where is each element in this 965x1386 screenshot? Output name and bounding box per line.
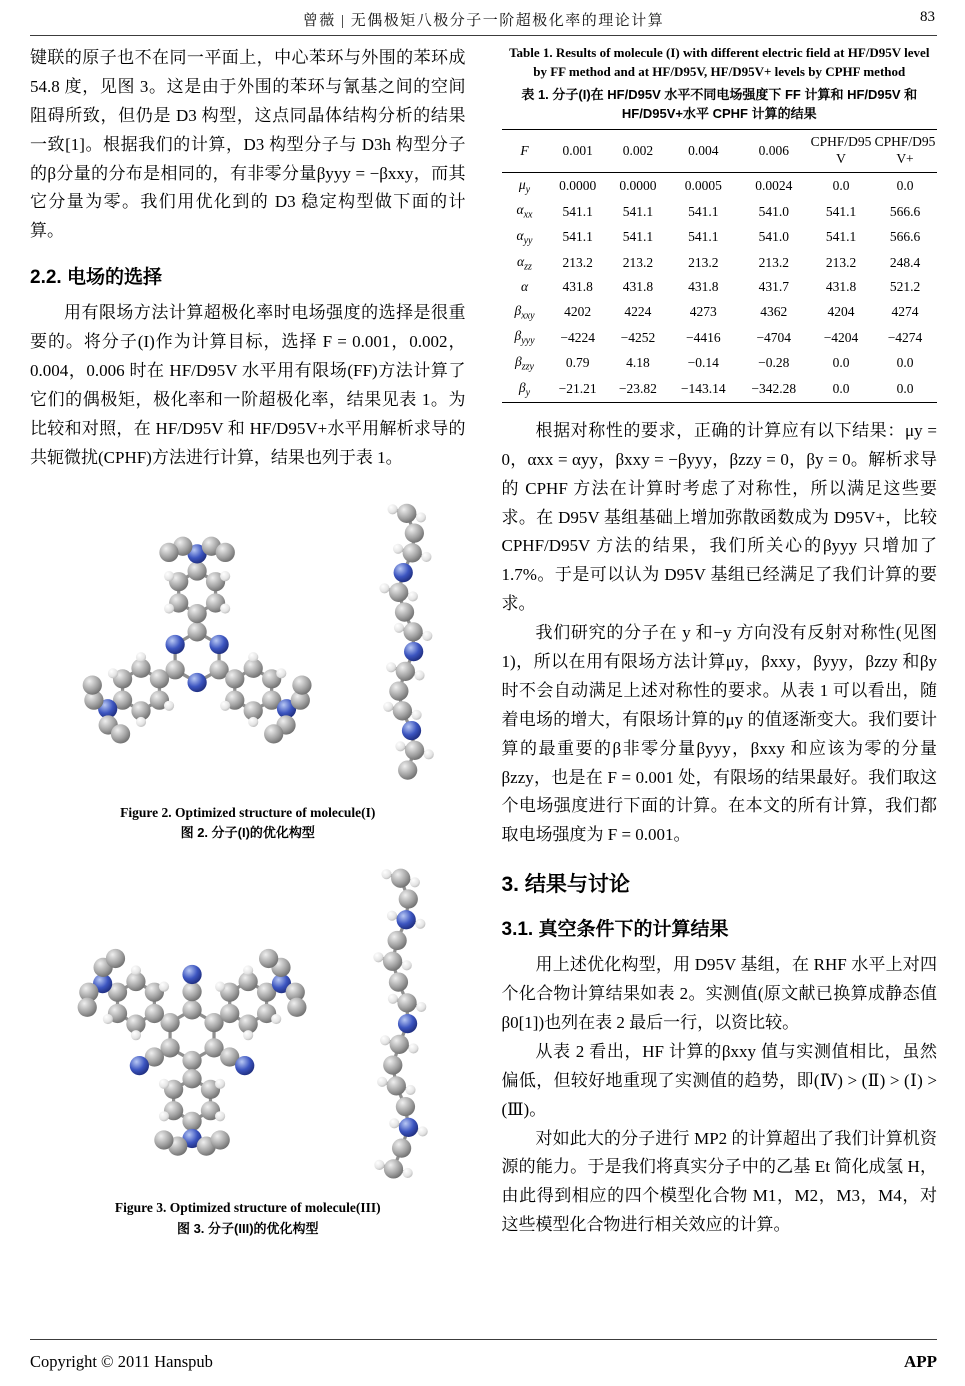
table-1-cell: −4252 <box>620 329 656 345</box>
table-1-column-header: 0.004 <box>668 130 738 173</box>
table-1-cell: −21.21 <box>558 380 597 396</box>
table-1-row <box>502 199 938 225</box>
table-1-column-header: CPHF/D95V+ <box>873 130 937 173</box>
table-1-row <box>502 325 938 351</box>
left-column <box>30 44 466 1322</box>
row-symbol: $\beta_y$ <box>518 379 531 399</box>
row-symbol: $\alpha_{yy}$ <box>516 228 533 247</box>
paragraph-trend: 从表 2 看出，HF 计算的βxxy 值与实测值相比，虽然偏低，但较好地重现了实测值的趋势，即(Ⅳ) > (Ⅱ) > (Ⅰ) > (Ⅲ)。 <box>501 1041 937 1119</box>
table-1 <box>502 129 938 403</box>
table-1-cell: −4416 <box>685 329 721 345</box>
row-symbol: $\mu_y$ <box>518 176 531 196</box>
copyright-text: Copyright © 2011 Hanspub <box>30 1352 213 1371</box>
table-1-row <box>502 299 938 325</box>
table-1-cell: 541.0 <box>758 229 789 245</box>
paragraph-field-choice: 我们研究的分子在 y 和−y 方向没有反射对称性(见图 1)，所以在用有限场方法计算μy，βxxy，βyyy，βzzy 和βy 时不会自动满足上述对称性的要求。从表 1 可以看出，随着电场的增大，有限场计算的μy 的值逐渐变大。我们要计算的最重要的β非零分量βyyy，βxxy 和应该为零的分量βzzy，也是在 F = 0.001 处，有限场的结果最好。我们取这个电场强度进行下面的计算。在本文的所有计算，我们都取电场强度为 F = 0.001。 <box>501 623 937 845</box>
table-1-cell: 4.18 <box>626 355 650 371</box>
table-1-cell: 541.1 <box>825 229 857 245</box>
table-1-cell: 521.2 <box>889 279 921 295</box>
table-1-cell: 541.1 <box>825 203 857 219</box>
table-1-cell: 0.0 <box>896 177 914 193</box>
table-1-cell: −4704 <box>756 329 792 345</box>
table-1-cell: 541.1 <box>622 229 654 245</box>
imprint-text: APP <box>903 1352 937 1371</box>
table-1-cell: 541.1 <box>688 203 719 219</box>
table-1-cell: 0.0 <box>832 177 850 193</box>
table-1-cell: 4362 <box>760 303 788 319</box>
page-number: 83 <box>920 9 935 25</box>
table-1-cell: 4202 <box>564 303 592 319</box>
paragraph-field-method: 用有限场方法计算超极化率时电场强度的选择是很重要的。将分子(I)作为计算目标，选择 F = 0.001，0.002，0.004，0.006 时在 HF/D95V 水平用有限场(FF)方法计算了它们的偶极矩，极化率和一阶超极化率，结果见表 1。为比较和对照，在 HF/D95V 和 HF/D95V+水平用解析求导的共轭微扰(CPHF)方法进行计算，结果也列于表 1。 <box>30 303 466 467</box>
table-1-cell: 213.2 <box>688 254 719 270</box>
table-1-header-row <box>502 130 938 173</box>
table-1-cell: 213.2 <box>562 254 593 270</box>
table-1-cell: 0.0000 <box>619 177 657 193</box>
table-1-cell: 0.0 <box>832 380 850 396</box>
table-1-cell: 431.8 <box>622 279 654 295</box>
table-1-cell: 0.0 <box>896 355 914 371</box>
table-1-column-header: 0.006 <box>739 130 809 173</box>
table-1-row <box>502 351 938 377</box>
figure-3 <box>30 858 466 1239</box>
table-1-cell: 541.1 <box>688 229 719 245</box>
table-1-cell: 0.79 <box>565 355 590 371</box>
two-column-body <box>30 44 937 1322</box>
table-1-cell: 541.1 <box>562 229 593 245</box>
row-symbol: $\alpha_{zz}$ <box>517 253 532 273</box>
figure-3-caption-zh: 图 3. 分子(III)的优化构型 <box>176 1220 319 1236</box>
figure-2 <box>30 487 466 844</box>
figure-2-molecule-image <box>30 487 466 803</box>
table-1-cell: 541.0 <box>758 203 789 219</box>
table-1-row <box>502 225 938 251</box>
table-1-cell: 541.1 <box>622 203 654 219</box>
table-1-cell: −4224 <box>560 329 595 345</box>
table-1-title-zh: 表 1. 分子(I)在 HF/D95V 水平不同电场强度下 FF 计算和 HF/D95V 和 HF/D95V+水平 CPHF 计算的结果 <box>521 86 918 121</box>
table-1-cell: −342.28 <box>751 380 797 396</box>
table-1-column-header: 0.002 <box>608 130 668 173</box>
table-1-cell: 0.0005 <box>684 177 722 193</box>
table-1-cell: 541.1 <box>562 203 593 219</box>
row-symbol: α <box>520 279 529 295</box>
table-1-cell: 566.6 <box>889 229 921 245</box>
table-1-cell: 0.0 <box>832 355 850 371</box>
table-1-cell: 248.4 <box>889 254 921 270</box>
table-1-cell: 213.2 <box>622 254 654 270</box>
table-1-cell: 566.6 <box>889 203 921 219</box>
table-1-row <box>502 376 938 402</box>
page-header <box>30 0 937 36</box>
table-1-row <box>502 276 938 299</box>
table-1-cell: 4273 <box>689 303 717 319</box>
page-footer <box>30 1339 937 1372</box>
row-symbol: $\beta_{zzy}$ <box>515 354 534 373</box>
paragraph-symmetry: 根据对称性的要求，正确的计算应有以下结果：μy = 0，αxx = αyy，βxxy = −βyyy，βzzy = 0，βy = 0。解析求导的 CPHF 方法在计算时考虑了对称性，所以满足这些要求。在 D95V 基组基础上增加弥散函数成为 D95V+，比较 CPHF/D95V 方法的结果，我们所关心的βyyy 只增加了 1.7%。于是可以认为 D95V 基组已经满足了我们计算的要求。 <box>501 420 937 614</box>
table-1-column-header: 0.001 <box>548 130 608 173</box>
table-1-cell: −23.82 <box>618 380 657 396</box>
table-1-cell: −4274 <box>887 329 923 345</box>
section-heading-3-1: 3.1. 真空条件下的计算结果 <box>501 919 729 941</box>
section-heading-2-2: 2.2. 电场的选择 <box>30 267 162 289</box>
table-1-row <box>502 173 938 199</box>
table-1-cell: 4204 <box>827 303 855 319</box>
paragraph-vacuum-results: 用上述优化构型，用 D95V 基组，在 RHF 水平上对四个化合物计算结果如表 2。实测值(原文献已换算成静态值β0[1])也列在表 2 最后一行，以资比较。 <box>501 955 937 1033</box>
table-1-cell: 213.2 <box>758 254 789 270</box>
table-1-cell: 4274 <box>891 303 919 319</box>
table-1-cell: 0.0000 <box>559 177 597 193</box>
table-1-cell: −143.14 <box>680 380 726 396</box>
paragraph-mp2: 对如此大的分子进行 MP2 的计算超出了我们计算机资源的能力。于是我们将真实分子中的乙基 Et 简化成氢 H，由此得到相应的四个模型化合物 M1，M2，M3，M4，对这些模型化合物进行相关效应的计算。 <box>501 1128 937 1235</box>
table-1-column-header: CPHF/D95V <box>809 130 873 173</box>
table-1-cell: 431.8 <box>562 279 593 295</box>
table-1-title-en: Table 1. Results of molecule (I) with different electric field at HF/D95V level by FF method and at HF/D95V, HF/D95V+ levels by CPHF method <box>509 45 930 79</box>
table-1-row <box>502 250 938 276</box>
table-1-cell: 213.2 <box>825 254 857 270</box>
figure-3-caption-en: Figure 3. Optimized structure of molecule(III) <box>114 1199 381 1215</box>
section-heading-3: 3. 结果与讨论 <box>501 873 630 897</box>
table-1-cell: 431.8 <box>688 279 719 295</box>
table-1-cell: 431.8 <box>825 279 857 295</box>
figure-2-caption-zh: 图 2. 分子(I)的优化构型 <box>180 825 315 841</box>
figure-2-caption-en: Figure 2. Optimized structure of molecule(I) <box>120 804 376 820</box>
row-symbol: $\alpha_{xx}$ <box>516 202 533 221</box>
row-symbol: $\beta_{xxy}$ <box>514 302 535 322</box>
table-1-cell: 0.0024 <box>755 177 793 193</box>
table-1-cell: −4204 <box>823 329 859 345</box>
table-1-cell: 4224 <box>624 303 652 319</box>
paragraph-continuation: 键联的原子也不在同一平面上，中心苯环与外围的苯环成 54.8 度，见图 3。这是由于外围的苯环与氰基之间的空间阻碍所致，但仍是 D3 构型，这点同晶体结构分析的结果一致[1]。根据我们的计算，D3 构型分子与 D3h 构型分子的β分量的分布是相同的，有非零分量βyyy = −βxxy，而其它分量为零。我们用优化到的 D3 稳定构型做下面的计算。 <box>30 48 466 241</box>
figure-3-molecule-image <box>30 858 466 1198</box>
running-title: 曾薇 | 无偶极矩八极分子一阶超极化率的理论计算 <box>302 13 665 29</box>
table-1-cell: −0.28 <box>758 355 790 371</box>
table-1-cell: −0.14 <box>687 355 719 371</box>
table-1-column-header: F <box>502 130 548 173</box>
right-column <box>502 44 938 1322</box>
table-1-cell: 431.7 <box>758 279 789 295</box>
row-symbol: $\beta_{yyy}$ <box>514 328 535 347</box>
table-1-cell: 0.0 <box>896 380 914 396</box>
